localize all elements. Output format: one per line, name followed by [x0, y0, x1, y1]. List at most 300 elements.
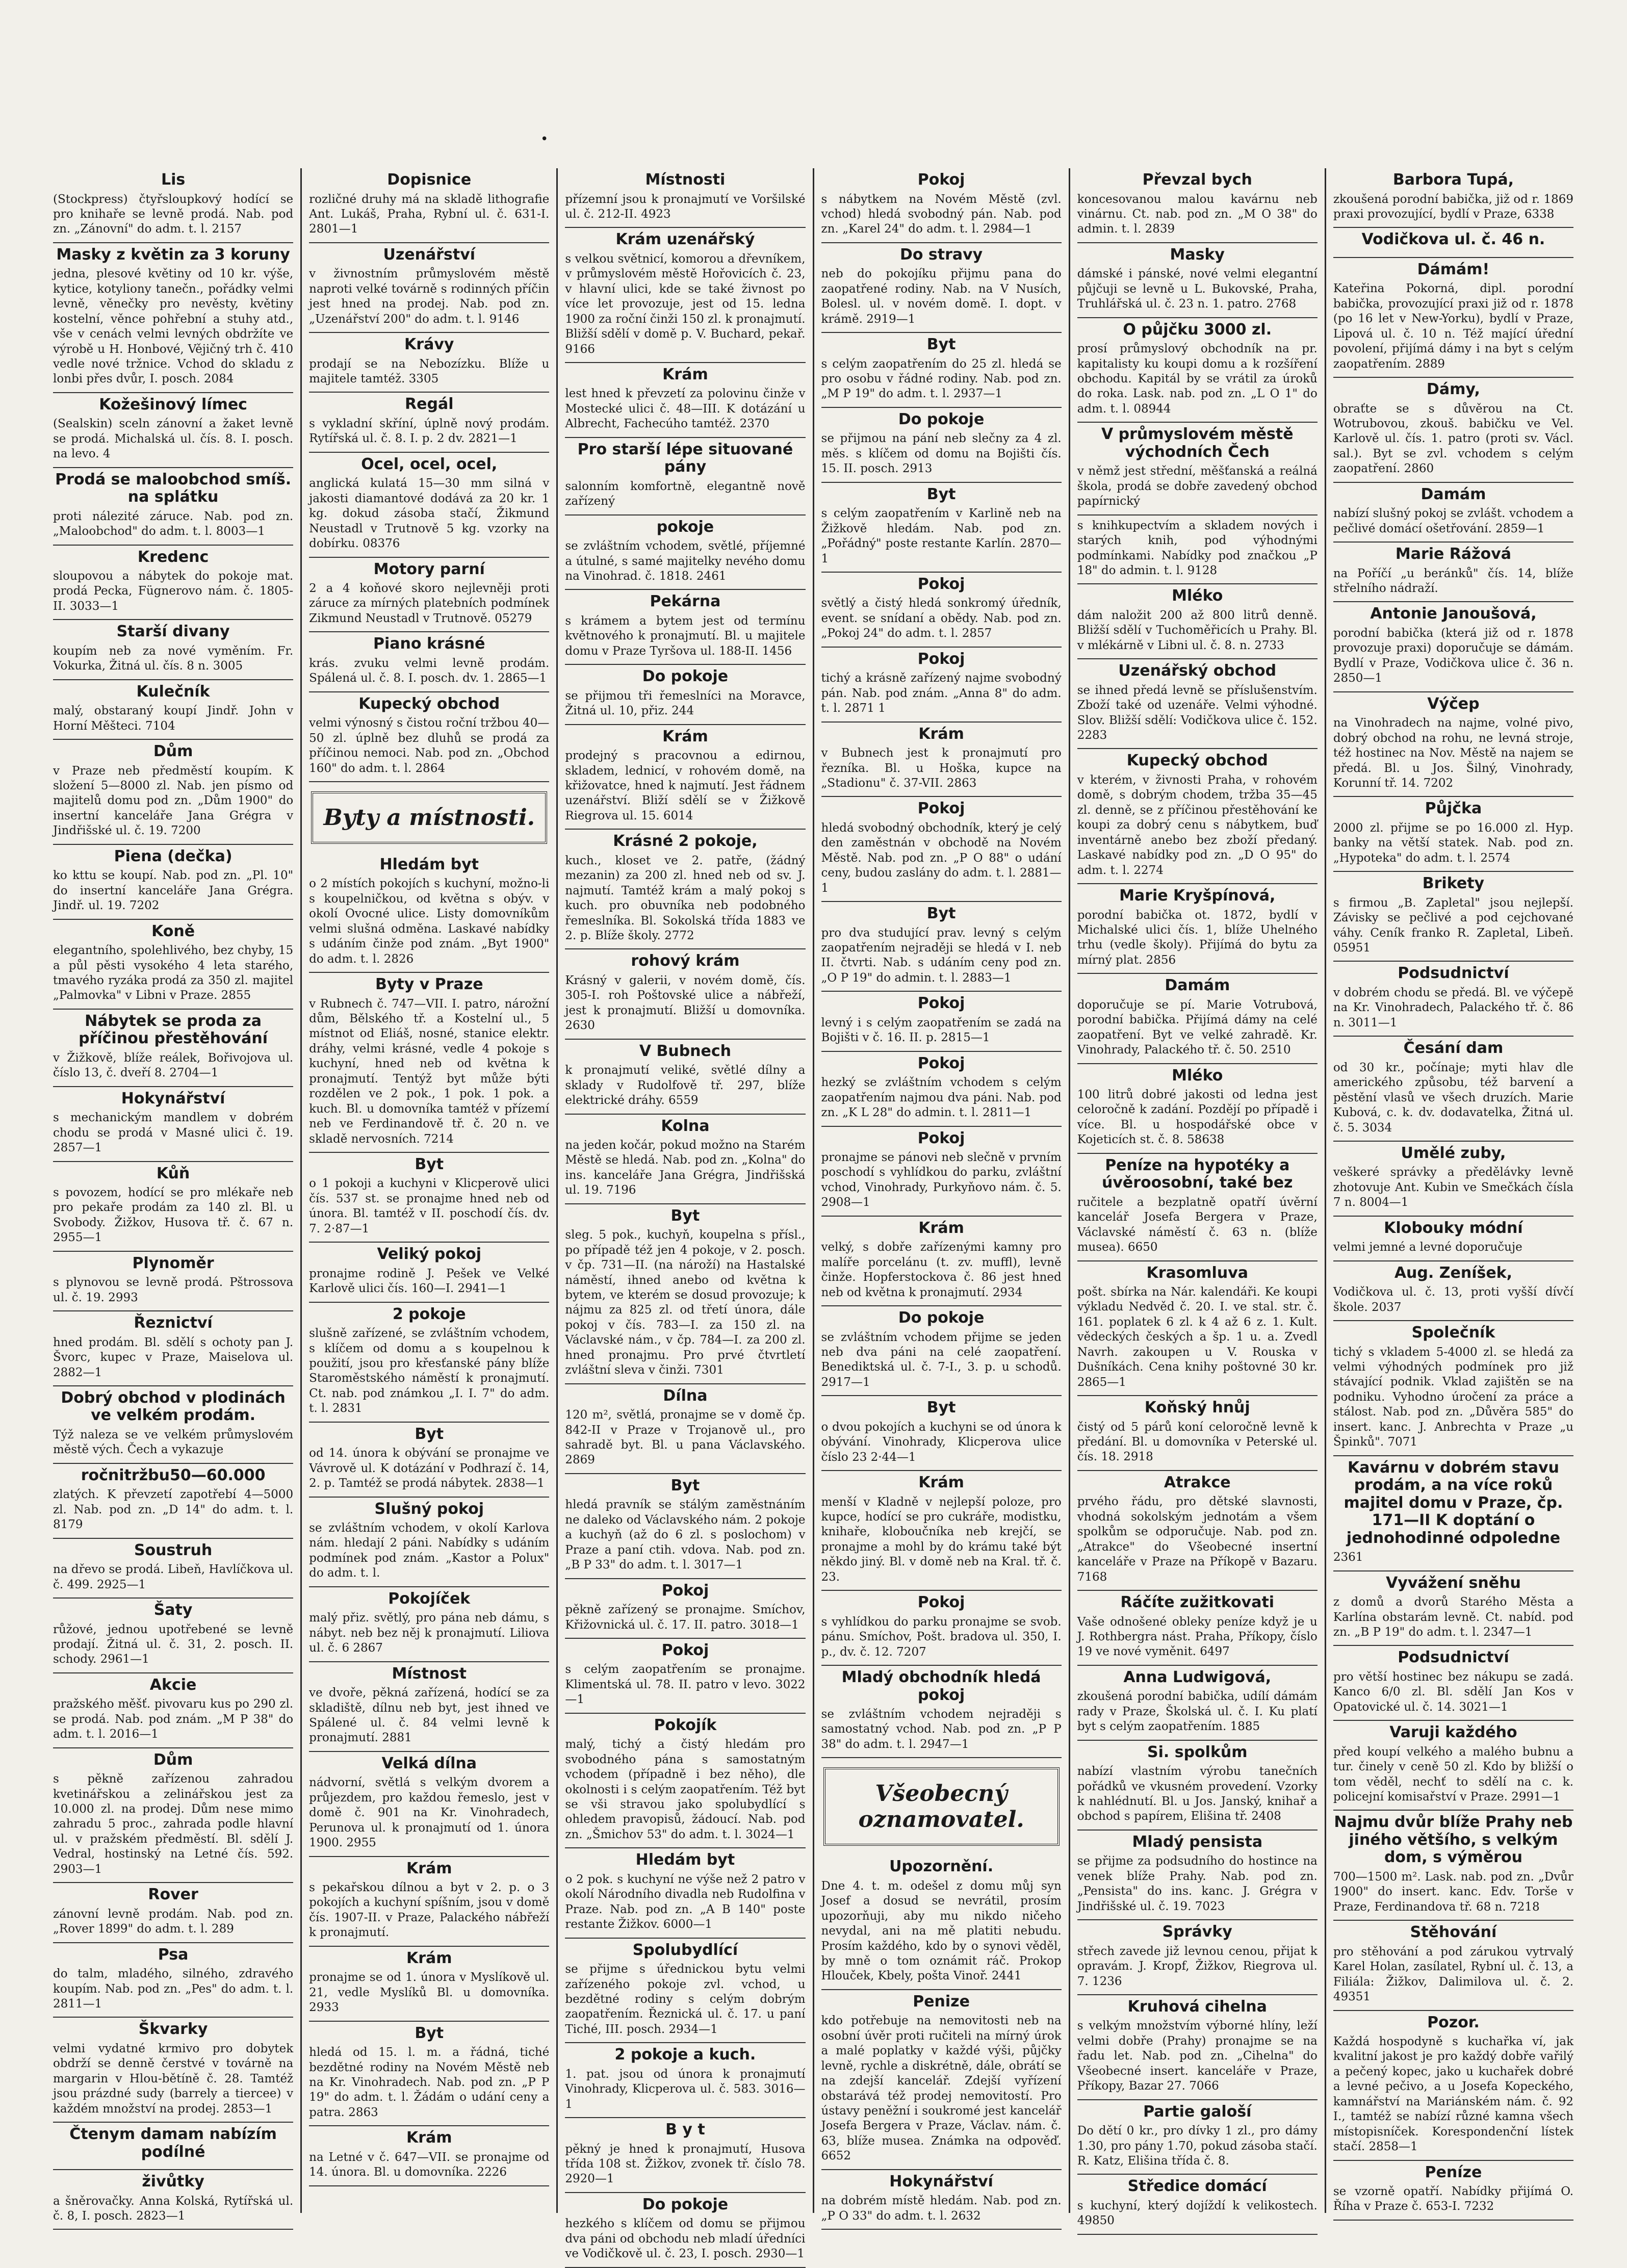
ad-heading: Psa — [158, 1945, 189, 1964]
ad-heading: Ocel, ocel, ocel, — [361, 455, 498, 473]
ad-text: anglická kulatá 15—30 mm silná v jakosti diamantové dodává za 20 kr. 1 kg. dokud zásoba stačí, Žikmund Neustadl v Trutnově 5 kg. vzorky na dobírku. 08376 — [309, 477, 550, 551]
ad-heading: Kredenc — [137, 548, 209, 566]
ad-heading: Umělé zuby, — [1401, 1144, 1506, 1162]
classified-ad — [1333, 228, 1573, 258]
classified-ad — [565, 516, 805, 590]
classified-ad — [565, 1040, 805, 1115]
ad-text: růžové, jednou upotřebené se levně prodají. Žitná ul. č. 31, 2. posch. II. schody. 2961—1 — [53, 1622, 294, 1666]
ad-text: doporučuje se pí. Marie Votrubová, porodní babička. Přijímá dámy na celé zaopatření. Byt ve velké zahradě. Kr. Vinohrady, Palackého tř. č. 50. 2510 — [1077, 998, 1318, 1057]
ad-text: v Žižkově, blíže reálek, Bořivojova ul. číslo 13, č. dveří 8. 2704—1 — [53, 1051, 294, 1080]
ad-heading: Regál — [405, 395, 454, 414]
ad-text: pro stěhování a pod zárukou vytrvalý Karel Holan, zasílatel, Rybní ul. č. 13, a Filiála: Žižkov, Dalimilova ul. č. 2. 49351 — [1333, 1945, 1574, 2004]
classified-ad — [1077, 516, 1318, 585]
classified-ad — [309, 1498, 549, 1587]
ad-text: o 2 místích pokojích s kuchyní, možno-li s koupelničkou, od května s obýv. v okolí Ovocné ulice. Listy domovníkům velmi slušná odměna. Laskavé nabídky s udáním činže pod znám. „Byt 1900" do adm. t. l. 2826 — [309, 877, 550, 966]
ad-heading: Aug. Zeníšek, — [1394, 1264, 1513, 1282]
classified-ad — [565, 228, 805, 363]
classified-ad — [309, 1587, 549, 1662]
ad-heading: Krám — [662, 365, 708, 383]
ad-heading: Nábytek se proda za příčinou přestěhování — [79, 1012, 268, 1048]
ad-heading: Peníze na hypotéky a úvěroosobní, také bez — [1102, 1156, 1293, 1192]
ad-heading: Koně — [151, 922, 195, 940]
ad-heading: Soustruh — [134, 1541, 213, 1559]
ad-text: s celým zaopatřením se pronajme. Klimentská ul. 78. II. patro v levo. 3022—1 — [565, 1663, 806, 1707]
ad-text: s krámem a bytem jest od termínu květnového k pronajmutí. Bl. u majitele domu v Praze Tyršova ul. 188-II. 1456 — [565, 614, 806, 658]
newspaper-classifieds-page — [46, 168, 1581, 2261]
ad-heading: Antonie Janoušová, — [1370, 605, 1537, 623]
ad-heading: Hledám byt — [379, 855, 479, 873]
ad-heading: Podsudnictví — [1398, 964, 1509, 983]
ad-text: o 1 pokoji a kuchyni v Klicperově ulici čís. 537 st. se pronajme hned neb od února. Bl. tamtéž v II. poschodí čís. dv. 7. 2·87—1 — [309, 1177, 550, 1235]
ad-text: do talm, mladého, silného, zdravého koupím. Nab. pod zn. „Pes" do adm. t. l. 2811—1 — [53, 1967, 294, 2011]
classified-ad — [309, 1303, 549, 1423]
ad-heading: Dům — [153, 742, 193, 761]
classified-ad — [821, 1855, 1062, 1990]
classified-ad — [53, 468, 293, 546]
ad-text: v němž jest střední, měšťanská a reálná škola, prodá se dobře zavedený obchod papírnický — [1077, 465, 1318, 508]
ad-text: levný i s celým zaopatřením se zadá na Bojišti v č. 16. II. p. 2815—1 — [821, 1016, 1062, 1045]
ad-heading: Uzenářský obchod — [1118, 662, 1277, 680]
classified-ad — [53, 1943, 293, 2018]
classified-ad — [821, 2170, 1062, 2230]
ad-text: dámské i pánské, nové velmi elegantní půjčuji se levně u L. Bukovské, Praha, Truhlářská ul. č. 23 n. 1. patro. 2768 — [1077, 267, 1318, 311]
classified-ad — [1333, 872, 1573, 962]
classified-ad — [1077, 1591, 1318, 1666]
classified-ad — [1077, 2100, 1318, 2175]
ad-heading: Upozornění. — [889, 1858, 994, 1876]
ad-text: velmi výnosný s čistou roční tržbou 40—50 zl. úplně bez dluhů se prodá za příčinou nemoci. Nab. pod zn. „Obchod 160" do adm. t. l. 2864 — [309, 716, 550, 775]
ad-text: přízemní jsou k pronajmutí ve Voršilské ul. č. 212-II. 4923 — [565, 192, 806, 221]
ad-heading: Krám — [406, 1859, 452, 1877]
classified-ad — [1077, 2175, 1318, 2234]
ad-heading: Mladý pensista — [1132, 1833, 1263, 1851]
classified-ad — [1333, 378, 1573, 483]
classified-ad — [1077, 659, 1318, 749]
classified-ad — [821, 992, 1062, 1051]
ad-text: zánovní levně prodám. Nab. pod zn. „Rover 1899" do adm. t. l. 289 — [53, 1907, 294, 1936]
classified-ad — [53, 1748, 293, 1884]
classified-ad — [1333, 1261, 1573, 1321]
ad-heading: Dílna — [663, 1386, 708, 1405]
ad-heading: Byt — [415, 1155, 444, 1173]
ad-text: malý, obstaraný koupí Jindř. John v Horní Měšteci. 7104 — [53, 704, 294, 733]
classified-ad — [53, 2170, 293, 2230]
ad-heading: Dopisnice — [387, 171, 472, 189]
classified-ad — [821, 1127, 1062, 1217]
ad-heading: Hokynářství — [121, 1089, 225, 1107]
classified-ad — [565, 1848, 805, 1938]
ad-text: v kterém, v živnosti Praha, v rohovém domě, s dobrým chodem, tržba 35—45 zl. denně, se z příčinou přestěhování ke koupi za dobrý cenu s nábytkem, buď inventárně anebo bez zboží předaný. Laskavé nabídky pod zn. „D O 95" do adm. t. l. 2274 — [1077, 773, 1318, 877]
ad-heading: Byt — [415, 2024, 444, 2042]
classified-ad — [565, 1204, 805, 1384]
ad-heading: Šaty — [153, 1601, 193, 1619]
classified-ad — [821, 648, 1062, 723]
classified-ad — [1333, 168, 1573, 228]
column-3 — [558, 168, 814, 2261]
classified-ad — [53, 243, 293, 393]
ad-heading: Byt — [926, 485, 956, 503]
ad-text: porodní babička (která již od r. 1878 provozuje praxi) doporučuje se dámám. Bydlí v Praze, Vodičkova ulice č. 36 n. 2850—1 — [1333, 626, 1574, 685]
ad-text: Krásný v galerii, v novém domě, čís. 305-I. roh Poštovské ulice a nábřeží, jest k pronajmutí. Bližší u domovníka. 2630 — [565, 973, 806, 1033]
classified-ad — [309, 1752, 549, 1857]
ad-text: 120 m², světlá, pronajme se v domě čp. 842-II v Praze v Trojanově ul., pro sahradě byt. Bl. u pana Václavského. 2869 — [565, 1408, 806, 1467]
ad-heading: Barbora Tupá, — [1392, 171, 1514, 189]
ad-text: prodají se na Nebozízku. Blíže u majitele tamtéž. 3305 — [309, 357, 550, 385]
ad-text: na Vinohradech na najme, volné pivo, dobrý obchod na rohu, ne levná stroje, též hostinec na Nov. Městě na najem se předá. Bl. u Jos. Šilný, Vinohrady, Korunní tř. 14. 7202 — [1333, 716, 1574, 790]
ad-text: s plynovou se levně prodá. Pštrossova ul. č. 19. 2993 — [53, 1276, 294, 1304]
ad-heading: Pro starší lépe situované pány — [577, 440, 793, 476]
classified-ad — [1077, 1261, 1318, 1397]
ad-heading: Kolna — [661, 1117, 710, 1135]
classified-ad — [1077, 318, 1318, 423]
ad-text: slušně zařízené, se zvláštním vchodem, s klíčem od domu a s koupelnou k použití, jsou pro křesťanské pány blíže Staroměstského náměstí k pronajmutí. Ct. nab. pod známkou „I. I. 7" do adm. t. l. 2831 — [309, 1327, 550, 1415]
ad-text: s povozem, hodící se pro mlékaře neb pro pekaře prodám za 140 zl. Bl. u Svobody. Žižkov, Husova tř. č. 67 n. 2955—1 — [53, 1186, 294, 1245]
ad-text: se přijme za podsudního do hostince na venek blíže Prahy. Nab. pod zn. „Pensista" do ins. kanc. J. Grégra v Jindřišské ul. č. 19. 7023 — [1077, 1854, 1318, 1913]
classified-ad — [53, 1311, 293, 1386]
ad-text: salonním komfortně, elegantně nově zařízený — [565, 479, 806, 508]
classified-ad — [821, 797, 1062, 902]
ad-heading: Do pokoje — [642, 2195, 729, 2213]
classified-ad — [565, 1579, 805, 1639]
ad-heading: Výčep — [1427, 694, 1480, 713]
ad-heading: Krasomluva — [1146, 1264, 1248, 1282]
ad-text: s velkou světnicí, komorou a dřevníkem, v průmyslovém městě Hořovicích č. 23, v hlavní ulici, kde se také živnost po více let provozuje, jest od 15. ledna 1900 za roční činži 150 zl. k pronajmutí. Bližší sdělí v domě p. V. Buchard, pekař. 9166 — [565, 252, 806, 356]
ad-text: na dřevo se prodá. Libeň, Havlíčkova ul. č. 499. 2925—1 — [53, 1563, 294, 1591]
ad-text: menší v Kladně v nejlepší poloze, pro kupce, hodící se pro cukráře, modistku, knihaře, kloboučníka neb krejčí, se pronajme a mohl by do krámu také být někdo jiný. Bl. v domě neb na Kral. tř. č. 23. — [821, 1495, 1062, 1584]
classified-ad — [309, 1662, 549, 1752]
classified-ad — [309, 1423, 549, 1498]
classified-ad — [1077, 1154, 1318, 1261]
ad-heading: Pokoj — [661, 1641, 709, 1659]
ad-heading: Rover — [148, 1886, 198, 1904]
ad-text: malý přiz. světlý, pro pána neb dámu, s nábyt. neb bez něj k pronajmutí. Liliova ul. č. 6 2867 — [309, 1611, 550, 1655]
classified-ad — [1333, 1721, 1573, 1811]
classified-ad — [565, 438, 805, 516]
ad-heading: Spolubydlící — [632, 1941, 738, 1959]
ad-text: a šněrovačky. Anna Kolská, Rytířská ul. č. 8, I. posch. 2823—1 — [53, 2194, 294, 2223]
ad-heading: Uzenářství — [383, 245, 476, 264]
ad-heading: Plynoměr — [132, 1254, 214, 1272]
classified-ad — [53, 740, 293, 845]
ad-text: se ihned předá levně se příslušenstvím. Zboží také od uzenáře. Velmi výhodné. Slov. Bližší sdělí: Vodičkova ulice č. 152. 2283 — [1077, 683, 1318, 742]
ad-heading: Byt — [926, 905, 956, 923]
ad-text: se vzorně opatří. Nabídky přijímá O. Říha v Praze č. 653-I. 7232 — [1333, 2185, 1574, 2213]
ad-heading: Piano krásné — [373, 635, 485, 653]
ad-heading: Mléko — [1172, 1066, 1223, 1085]
ad-text: o dvou pokojích a kuchyni se od února k obývání. Vinohrady, Klicperova ulice číslo 23 2·44—1 — [821, 1420, 1062, 1464]
ad-heading: rohový krám — [631, 952, 740, 970]
ad-heading: ročnitržbu50—60.000 — [81, 1466, 266, 1484]
classified-ad — [821, 483, 1062, 573]
classified-ad — [565, 1474, 805, 1579]
ad-heading: Pekárna — [650, 592, 721, 611]
classified-ad — [1077, 1064, 1318, 1154]
ad-text: proti nálezité záruce. Nab. pod zn. „Maloobchod" do adm. t. l. 8003—1 — [53, 509, 294, 538]
ad-text: rozličné druhy má na skladě lithografie Ant. Lukáš, Praha, Rybní ul. č. 631-I. 2801—1 — [309, 192, 550, 236]
ad-text: s pekařskou dílnou a byt v 2. p. o 3 pokojích a kuchyní spíšním, jsou v domě čís. 1907-II. v Praze, Palackého nábřeží k pronajmutí. — [309, 1881, 550, 1940]
classified-ad — [1333, 2011, 1573, 2161]
ad-text: pošt. sbírka na Nár. kalendáři. Ke koupi výkladu Nedvěd č. 20. I. ve stal. str. č. 161. poplatek 6 zl. k 4 až 6 z. 1. Kult. vědeckých českých a šp. 1 u. a. Zvedl Navrh. zakoupen u V. Rouska v Dušníkách. Cena knihy poštovné 30 kr. 2865—1 — [1077, 1285, 1318, 1389]
ad-heading: Stěhování — [1410, 1923, 1497, 1942]
ad-heading: Krásné 2 pokoje, — [613, 832, 758, 851]
ad-heading: Krám — [406, 1949, 452, 1967]
ad-heading: Pokoj — [917, 1593, 965, 1612]
ad-heading: Ráčíte zužitkovati — [1120, 1593, 1275, 1611]
classified-ad — [1333, 1142, 1573, 1217]
ad-heading: Koňský hnůj — [1144, 1399, 1250, 1417]
classified-ad — [309, 558, 549, 633]
ad-text: hledá od 15. l. m. a řádná, tiché bezdětné rodiny na Novém Městě neb na Kr. Vinohradech. Nab. pod zn. „P P 19" do adm. t. l. Žádám o udání ceny a patra. 2863 — [309, 2046, 550, 2119]
classified-ad — [309, 1947, 549, 2022]
ad-text: se přijmou na pání neb slečny za 4 zl. měs. s klíčem od domu na Bojišti čís. 15. II. posch. 2913 — [821, 432, 1062, 476]
classified-ad — [821, 1217, 1062, 1306]
ad-text: prodejný s pracovnou a edirnou, skladem, lednicí, v rohovém domě, na křižovatce, hned k najmutí. Jest řádnem uzenářství. Bliží sdělí se v Žižkově Riegrova ul. 15. 6014 — [565, 749, 806, 822]
section-heading: Byty a místnosti. — [311, 791, 547, 844]
classified-ad — [821, 408, 1062, 483]
ad-heading: Dámy, — [1426, 380, 1480, 398]
ad-heading: Krám — [662, 727, 708, 745]
ad-text: elegantního, spolehlivého, bez chyby, 15 a půl pěsti vysokého 4 leta starého, tmavého ryzáka prodá za 350 zl. majitel „Palmovka" v Libni v Praze. 2855 — [53, 944, 294, 1002]
ad-heading: Piena (dečka) — [114, 847, 233, 865]
ad-heading: Motory parní — [373, 560, 485, 578]
ad-heading: Mladý obchodník hledá pokoj — [841, 1668, 1041, 1704]
classified-ad — [53, 1087, 293, 1162]
classified-ad — [1077, 1831, 1318, 1920]
classified-ad — [1077, 1995, 1318, 2100]
ad-text: tichý s vkladem 5-4000 zl. se hledá za velmi výhodných podmínek pro již stávající podnik. Vklad zajištěn se na podniku. Vyhodno úročení za práce a stálost. Nab. pod zn. „Důvěra 585" do insert. kanc. J. Anbrechta v Praze „u Špinků". 7071 — [1333, 1345, 1574, 1449]
section-heading: Všeobecný oznamovatel. — [823, 1767, 1060, 1846]
ad-text: 2 a 4 koňové skoro nejlevněji proti záruce za mírných platebních podmínek Zikmund Neustadl v Trutnově. 05279 — [309, 582, 550, 625]
ad-heading: Atrakce — [1164, 1473, 1231, 1491]
classified-ad — [565, 590, 805, 665]
ad-text: Dne 4. t. m. odešel z domu můj syn Josef a dosud se nevrátil, prosím upozorňuji, aby mu nikdo ničeho nevydal, ani na mě platiti nebudu. Prosím každého, kdo by o synovi věděl, by mně o tom oznámit ráč. Prokop Hlouček, Kbely, pošta Vinoř. 2441 — [821, 1879, 1062, 1983]
ad-heading: Do stravy — [899, 245, 983, 264]
ad-text: Vaše odnošené obleky peníze když je u J. Rothbergra nást. Praha, Příkopy, číslo 19 ve nové vyměnit. 6497 — [1077, 1615, 1318, 1659]
ad-heading: Starší divany — [116, 623, 230, 641]
ad-heading: Pokoj — [917, 575, 965, 593]
classified-ad — [53, 1599, 293, 1673]
ad-text: s velkým množstvím výborné hlíny, leží velmi dobře (Prahy) pronajme se na řadu let. Nab. pod zn. „Cihelna" do Všeobecné insert. kanceláře v Praze, Příkopy, Bazar 27. 7066 — [1077, 2019, 1318, 2093]
ad-heading: Řeznictví — [134, 1314, 213, 1332]
ad-heading: Pokojíček — [388, 1589, 471, 1608]
ad-text: jedna, plesové květiny od 10 kr. výše, kytice, kotyliony tanečn., pořádky velmi levně, věnečky pro nevěsty, květiny kostelní, věnce pohřební a stuhy atd., vše v cenách velmi levných obdržíte ve výrobě u H. Honbové, Vějičný trh č. 410 vedle nové tržnice. Vchod do skladu z lonbi přes dvůr, I. posch. 2084 — [53, 267, 294, 386]
ad-text: na Letné v č. 647—VII. se pronajme od 14. února. Bl. u domovníka. 2226 — [309, 2150, 550, 2179]
classified-ad — [1333, 692, 1573, 797]
classified-ad — [565, 2118, 805, 2193]
classified-ad — [309, 1243, 549, 1302]
ad-text: o 2 pok. s kuchyní ne výše než 2 patro v okolí Národního divadla neb Rudolfina v Praze. Nab. pod zn. „A B 140" poste restante Žižkov. 6000—1 — [565, 1872, 806, 1931]
ad-heading: Pozor. — [1427, 2013, 1480, 2031]
ad-text: prvého řádu, pro dětské slavnosti, vhodná sokolským jednotám a všem spolkům se odporučuje. Nab. pod zn. „Atrakce" do Všeobecné insertní kanceláře v Praze na Příkopě v Bazaru. 7168 — [1077, 1495, 1318, 1584]
ad-text: sloupovou a nábytek do pokoje mat. prodá Pecka, Fügnerovo nám. č. 1805-II. 3033—1 — [53, 570, 294, 613]
classified-ad — [1333, 1811, 1573, 1921]
ad-heading: Mléko — [1172, 587, 1223, 605]
ad-heading: Najmu dvůr blíže Prahy neb jiného většího, s velkým dom, s výměrou — [1334, 1813, 1573, 1867]
ad-heading: Pokoj — [917, 1129, 965, 1147]
ad-heading: Krávy — [404, 336, 454, 354]
ad-text: pronajme se pánovi neb slečně v prvním poschodí s vyhlídkou do parku, zvláštní vchod, Vinohrady, Purkyňovo nám. č. 5. 2908—1 — [821, 1151, 1062, 1209]
ad-text: od 30 kr., počínaje; myti hlav dle amerického způsobu, též barvení a pěstění vlasů ve všech druzích. Marie Kubová, c. k. dv. dodavatelka, Žitná ul. č. 5. 3034 — [1333, 1061, 1574, 1135]
ad-heading: živůtky — [142, 2173, 204, 2191]
ad-heading: Kulečník — [136, 682, 210, 701]
classified-ad — [821, 902, 1062, 992]
classified-ad — [821, 1396, 1062, 1471]
classified-ad — [309, 853, 549, 973]
ad-text: v živnostním průmyslovém městě naproti velké továrně s rodinných příčin jest hned na prodej. Nab. pod zn. „Uzenářství 200" do adm. t. l. 9146 — [309, 267, 550, 326]
ad-text: pražského měšť. pivovaru kus po 290 zl. se prodá. Nab. pod znám. „M P 38" do adm. t. l. 2016—1 — [53, 1697, 294, 1741]
classified-ad — [53, 1464, 293, 1539]
ad-text: se přijmou tři řemeslníci na Moravce, Žitná ul. 10, přiz. 244 — [565, 689, 806, 718]
ad-text: ve dvoře, pěkná zařízená, hodící se za skladiště, dílnu neb byt, jest ihned ve Spálené ul. č. 84 velmi levně k pronajmutí. 2881 — [309, 1686, 550, 1745]
classified-ad — [565, 830, 805, 949]
ad-text: prosí průmyslový obchodník na pr. kapitalisty ku koupi domu a k rozšíření obchodu. Kapitál by se vrátil za úroků do roka. Lask. nab. pod zn. „L O 1" do adm. t. l. 08944 — [1077, 342, 1318, 416]
classified-ad — [1333, 602, 1573, 692]
classified-ad — [821, 333, 1062, 408]
ad-heading: Pokoj — [917, 171, 965, 189]
classified-ad — [53, 1673, 293, 1748]
ad-text: čistý od 5 párů koní celoročně levně k předání. Bl. u domovníka v Peterské ul. čís. 18. 2918 — [1077, 1420, 1318, 1464]
classified-ad — [1333, 1456, 1573, 1571]
ad-text: s nábytkem na Novém Městě (zvl. vchod) hledá svobodný pán. Nab. pod zn. „Karel 24" do adm. t. l. 2984—1 — [821, 192, 1062, 236]
ad-heading: Prodá se maloobchod smíš. na splátku — [55, 470, 292, 506]
ad-text: 100 litrů dobré jakosti od ledna jest celoročně k zadání. Pozdějí po případě i více. Bl. u hospodářské obce v Kojeticích st. č. 8. 58638 — [1077, 1088, 1318, 1147]
classified-ad — [821, 1471, 1062, 1591]
ad-heading: Byt — [670, 1206, 700, 1225]
classified-ad — [309, 168, 549, 243]
ad-heading: Vodičkova ul. č. 46 n. — [1361, 230, 1545, 249]
ad-heading: Dámám! — [1417, 260, 1490, 278]
ad-heading: V Bubnech — [639, 1042, 732, 1060]
ad-heading: Česání dam — [1403, 1039, 1504, 1058]
ad-heading: Kupecký obchod — [358, 694, 500, 713]
ad-heading: Krám — [406, 2129, 452, 2147]
ad-text: Do dětí 0 kr., pro dívky 1 zl., pro dámy 1.30, pro pány 1.70, pokud zásoba stačí. R. Katz, Elišina třída č. 8. — [1077, 2124, 1318, 2168]
ad-heading: Akcie — [149, 1676, 197, 1694]
ad-heading: Marie Rážová — [1395, 545, 1512, 563]
ad-heading: Společník — [1411, 1324, 1495, 1342]
ad-text: velký, s dobře zařízenými kamny pro malíře porcelánu (t. zv. muffl), levně činže. Hopferstockova č. 86 jest hned neb od května k pronajmutí. 2934 — [821, 1241, 1062, 1299]
ad-text: s firmou „B. Zapletal" jsou nejlepší. Závisky se pečlivé a pod cejchované váhy. Ceník franko R. Zapletal, Libeň. 05951 — [1333, 896, 1574, 955]
ad-heading: Hokynářství — [889, 2172, 993, 2190]
ad-heading: 2 pokoje — [392, 1305, 466, 1323]
ad-heading: Pokoj — [917, 1054, 965, 1072]
ad-text: hezkého s klíčem od domu se přijmou dva páni od obchodu neb mladí úředníci ve Vodičkově ul. č. 23, I. posch. 2930—1 — [565, 2217, 806, 2261]
ad-heading: Pokoj — [917, 994, 965, 1013]
ad-text: pronajme se od 1. února v Myslíkově ul. 21, vedle Myslíků Bl. u domovníka. 2933 — [309, 1971, 550, 2015]
ad-text: (Sealskin) sceln zánovní a žaket levně se prodá. Michalská ul. čís. 8. I. posch. na levo. 4 — [53, 417, 294, 461]
ad-heading: 2 pokoje a kuch. — [614, 2046, 756, 2064]
classified-ad — [53, 1386, 293, 1464]
ad-text: nádvorní, světlá s velkým dvorem a průjezdem, pro každou řemeslo, jest v domě č. 901 na Kr. Vinohradech, Perunova ul. k pronajmutí od 1. února 1900. 2955 — [309, 1776, 550, 1850]
ad-heading: Penize — [913, 1992, 970, 2011]
ad-text: se zvláštním vchodem, v okolí Karlova nám. hledají 2 páni. Nabídky s udáním podmínek pod znám. „Kastor a Polux" do adm. t. l. — [309, 1522, 550, 1580]
ad-text: 2000 zl. přijme se po 16.000 zl. Hyp. banky na větší statek. Nab. pod zn. „Hypoteka" do adm. t. l. 2574 — [1333, 821, 1574, 865]
classified-ad — [309, 973, 549, 1153]
classified-ad — [309, 632, 549, 692]
ad-text: od 14. února k obývání se pronajme ve Vávrově ul. K dotázání v Podhrazí č. 14, 2. p. Tamtéž se prodá nábytek. 2838—1 — [309, 1447, 550, 1490]
ad-text: střech zavede již levnou cenou, přijat k opravám. J. Kropf, Žižkov, Riegrova ul. 7. 1236 — [1077, 1944, 1318, 1988]
classified-ad — [1077, 1471, 1318, 1591]
classified-ad — [309, 243, 549, 333]
classified-ad — [53, 2123, 293, 2170]
ad-heading: Slušný pokoj — [374, 1500, 484, 1518]
ad-heading: Peníze — [1425, 2163, 1482, 2181]
ad-heading: Anna Ludwigová, — [1123, 1668, 1272, 1686]
classified-ad — [1077, 584, 1318, 659]
column-5 — [1070, 168, 1326, 2228]
ad-text: se zvláštním vchodem, světlé, příjemné a útulné, s samé majitelky nevého domu na Vinohrad. č. 1818. 2461 — [565, 539, 806, 583]
ad-heading: Správky — [1162, 1923, 1232, 1941]
ad-heading: Půjčka — [1425, 800, 1482, 818]
ad-text: neb do pokojíku přijmu pana do zaopatřené rodiny. Nab. na V Nusích, Bolesl. ul. v novém domě. I. dopt. v krámě. 2919—1 — [821, 267, 1062, 326]
classified-ad — [309, 453, 549, 558]
classified-ad — [821, 1666, 1062, 1758]
ad-text: obraťte se s důvěrou na Ct. Wotrubovou, zkouš. babičku ve Vel. Karlově ul. čís. 1. patro (proti sv. Václ. sal.). Byt se zvl. vchodem s celým zaopatření. 2860 — [1333, 402, 1574, 476]
ad-text: kuch., kloset ve 2. patře, (žádný mezanin) za 200 zl. hned neb od sv. J. najmutí. Tamtéž krám a malý pokoj s kuch. pro obuvníka neb podobného řemeslníka. Bl. Sokolská třída 1883 ve 2. p. Blíže školy. 2772 — [565, 854, 806, 942]
ad-text: v Rubnech č. 747—VII. I. patro, nárožní dům, Bělského tř. a Kostelní ul., 5 místnot od Eliáš, nosné, stanice elektr. dráhy, velmi krásné, vedle 4 pokoje s kuchyní, hned neb od května k pronajmutí. Tentýž byt může býti rozdělen ve 2 pok., 1 pok. 1 pok. a kuch. Bl. u domovníka tamtéž v přízemí neb ve Ferdinandově tř. č. 20 n. ve skladě nervosních. 7214 — [309, 997, 550, 1146]
ad-text: hledá svobodný obchodník, který je celý den zaměstnán v obchodě na Novém Městě. Nab. pod zn. „P O 88" o udání ceny, budou zaslány do adm. t. l. 2881—1 — [821, 821, 1062, 895]
classified-ad — [821, 1990, 1062, 2170]
ad-text: nabízí slušný pokoj se zvlášt. vchodem a pečlivé domácí ošetřování. 2859—1 — [1333, 507, 1574, 535]
ad-heading: Dům — [153, 1750, 193, 1769]
ad-text: s celým zaopatřením do 25 zl. hledá se pro osobu v řádné rodiny. Nab. pod zn. „M P 19" do adm. t. l. 2937—1 — [821, 357, 1062, 401]
ad-heading: V průmyslovém městě východních Čech — [1101, 425, 1294, 461]
ad-text: dám naložit 200 až 800 litrů denně. Bližší sdělí v Tuchoměřicích u Prahy. Bl. v mlékárně v Libni ul. č. 8. n. 2733 — [1077, 608, 1318, 652]
classified-ad — [1077, 1666, 1318, 1741]
classified-ad — [821, 1306, 1062, 1396]
ad-text: s kuchyní, který dojíždí k velikostech. 49850 — [1077, 2199, 1318, 2228]
ad-text: k pronajmutí veliké, světlé dílny a sklady v Rudolfově tř. 297, blíže elektrické dráhy. 6559 — [565, 1064, 806, 1107]
classified-ad — [821, 243, 1062, 333]
ad-text: se zvláštním vchodem přijme se jeden neb dva páni na celé zaopatření. Benediktská ul. č. 7-I., 3. p. u schodů. 2917—1 — [821, 1330, 1062, 1389]
top-mark: • — [540, 132, 549, 147]
ad-text: koupím neb za nové vyměním. Fr. Vokurka, Žitná ul. čís. 8 n. 3005 — [53, 644, 294, 673]
ad-heading: pokoje — [656, 518, 714, 536]
classified-ad — [565, 665, 805, 725]
classified-ad — [309, 692, 549, 782]
ad-heading: Krám — [918, 1474, 964, 1492]
classified-ad — [53, 920, 293, 1010]
classified-ad — [309, 2022, 549, 2127]
ad-text: Každá hospodyně s kuchařka ví, jak kvalitní jakost je pro každý dobře vařilý a pečený kopec, jako u kuchařek dobré a levné pečivo, a u Josefa Kopeckého, kamnářství na Mariánském nám. č. 92 I., tamtéž se nabízí různé kamna všech místopisníček. Korespondenční lístek stačí. 2858—1 — [1333, 2035, 1574, 2154]
ad-text: hned prodám. Bl. sdělí s ochoty pan J. Švorc, kupec v Praze, Maiselova ul. 2882—1 — [53, 1335, 294, 1379]
ad-heading: Pokojík — [654, 1716, 717, 1734]
classified-ad — [1333, 1571, 1573, 1646]
ad-text: s vyhlídkou do parku pronajme se svob. pánu. Smíchov, Pošt. bradova ul. 350, I. p., dv. č. 12. 7207 — [821, 1615, 1062, 1659]
column-6 — [1326, 168, 1581, 2213]
ad-heading: Byty v Praze — [375, 975, 483, 994]
ad-heading: Veliký pokoj — [377, 1245, 482, 1264]
ad-heading: Marie Kryšpínová, — [1119, 887, 1276, 905]
ad-heading: Partie galoší — [1143, 2102, 1252, 2121]
classified-ad — [1077, 1920, 1318, 1995]
classified-ad — [821, 573, 1062, 648]
classified-ad — [1077, 243, 1318, 318]
classified-ad — [821, 168, 1062, 243]
ad-heading: Dobrý obchod v plodinách ve velkém prodám. — [61, 1388, 286, 1425]
classified-ad — [309, 393, 549, 452]
classified-ad — [53, 1539, 293, 1599]
ad-heading: Masky — [1170, 245, 1225, 264]
ad-text: na Poříčí „u beránků" čís. 14, blíže střelního nádraží. — [1333, 566, 1574, 595]
ad-heading: Pokoj — [917, 800, 965, 818]
ad-text: zkoušená porodní babička, udílí dámám rady v Praze, Školská ul. č. I. Ku platí byt s celým zaopatřením. 1885 — [1077, 1690, 1318, 1734]
classified-ad — [565, 363, 805, 438]
ad-text: v Praze neb předměstí koupím. K složení 5—8000 zl. Nab. jen písmo od majitelů domu pod zn. „Dům 1900" do insertní kanceláře Jana Grégra v Jindřišské ul. č. 19. 7200 — [53, 764, 294, 838]
classified-ad — [53, 2018, 293, 2123]
classified-ad — [53, 546, 293, 621]
classified-ad — [565, 1939, 805, 2044]
